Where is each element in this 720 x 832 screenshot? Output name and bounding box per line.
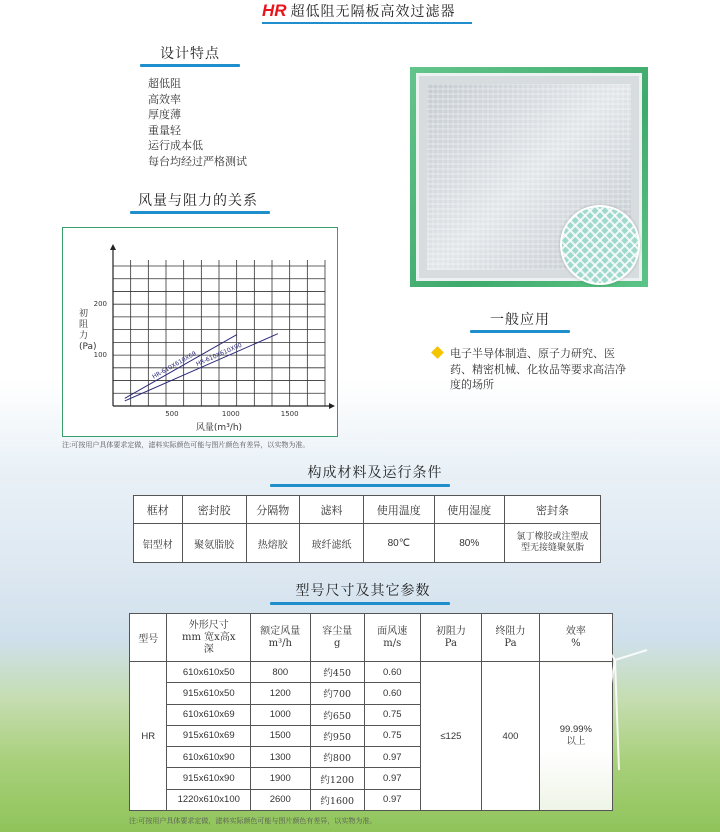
features-list (148, 76, 247, 169)
applications-underline (470, 330, 570, 333)
table-cell: 约450 (310, 662, 364, 683)
feature-item: 超低阻 (148, 77, 181, 90)
table-row (134, 496, 601, 524)
table-cell: 0.97 (364, 768, 420, 789)
chart-section-underline (130, 211, 270, 214)
table-cell: 1000 (251, 704, 310, 725)
table-header: 密封胶 (182, 496, 246, 524)
table-cell: 610x610x50 (167, 662, 251, 683)
table-header: 型号 (130, 614, 167, 662)
applications-title: 一般应用 (490, 312, 550, 328)
y-tick-label: 200 (93, 300, 107, 309)
table-header: 终阻力 Pa (482, 614, 540, 662)
table-cell: 915x610x50 (167, 683, 251, 704)
table-header: 密封条 (505, 496, 601, 524)
x-axis-label: 风量(m³/h) (195, 423, 243, 433)
table-cell: 约800 (310, 747, 364, 768)
table-cell: 0.75 (364, 725, 420, 746)
table-cell: 610x610x69 (167, 704, 251, 725)
page-title: 超低阻无隔板高效过滤器 (290, 4, 456, 20)
y-axis-label: 阻 (79, 320, 89, 330)
x-tick-label: 1500 (280, 410, 299, 418)
table-cell: 915x610x69 (167, 725, 251, 746)
specs-table (129, 613, 613, 811)
series-label: HR-610X610X90 (195, 341, 244, 368)
table-cell: 约650 (310, 704, 364, 725)
table-cell: 约1600 (310, 789, 364, 810)
chart-note: 注:可按用户具体要求定做，滤料实际颜色可能与图片颜色有差异，以实物为准。 (62, 441, 310, 449)
chart-box (62, 227, 338, 437)
table-header: 滤料 (299, 496, 363, 524)
wind-turbine-icon (595, 630, 647, 770)
table-header: 额定风量 m³/h (251, 614, 310, 662)
chart-svg (63, 228, 339, 438)
chart-axes (94, 244, 335, 418)
table-cell: 80℃ (364, 524, 434, 563)
y-tick-label: 100 (93, 351, 107, 360)
table-header: 效率 % (539, 614, 612, 662)
table-cell: 约1200 (310, 768, 364, 789)
table-cell: 玻纤滤纸 (299, 524, 363, 563)
media-closeup (560, 205, 640, 285)
table-cell: 1220x610x100 (167, 789, 251, 810)
specs-underline (270, 602, 450, 605)
table-cell: 约700 (310, 683, 364, 704)
x-axis-arrow-icon (329, 403, 335, 409)
table-row (130, 614, 613, 662)
specs-title: 型号尺寸及其它参数 (295, 583, 431, 599)
table-cell: 1200 (251, 683, 310, 704)
table-cell: 915x610x90 (167, 768, 251, 789)
materials-title: 构成材料及运行条件 (307, 465, 443, 481)
table-cell: 0.60 (364, 662, 420, 683)
diamond-bullet-icon (431, 346, 444, 359)
y-axis-arrow-icon (110, 244, 116, 250)
materials-table (133, 495, 601, 563)
brand-logo: HR (262, 1, 287, 20)
table-header: 使用温度 (364, 496, 434, 524)
table-header: 面风速 m/s (364, 614, 420, 662)
table-header: 外形尺寸 mm 宽x高x深 (167, 614, 251, 662)
table-cell: 2600 (251, 789, 310, 810)
table-cell: 80% (434, 524, 504, 563)
table-row (134, 524, 601, 563)
y-axis-label: 初 (79, 309, 89, 319)
table-cell: 1300 (251, 747, 310, 768)
table-cell: 610x610x90 (167, 747, 251, 768)
table-header: 容尘量 g (310, 614, 364, 662)
page-header (262, 0, 502, 22)
table-cell: 约950 (310, 725, 364, 746)
table-cell: 0.60 (364, 683, 420, 704)
x-tick-label: 500 (165, 410, 179, 418)
table-cell: 聚氨脂胶 (182, 524, 246, 563)
chart-section-title: 风量与阻力的关系 (138, 193, 258, 209)
table-cell: 1500 (251, 725, 310, 746)
materials-underline (270, 484, 450, 487)
feature-item: 高效率 (148, 92, 181, 106)
x-tick-label: 1000 (221, 410, 240, 418)
series-label: HR-610X610X69 (151, 350, 198, 381)
table-cell: 1900 (251, 768, 310, 789)
table-cell-final-resistance: 400 (482, 662, 540, 811)
feature-item: 运行成本低 (148, 139, 203, 152)
y-axis-label: (Pa) (79, 342, 97, 352)
table-cell: 氯丁橡胶或注塑成型无接缝聚氨脂 (505, 524, 601, 563)
table-header: 框材 (134, 496, 183, 524)
table-cell: 热熔胶 (246, 524, 299, 563)
table-cell: 0.75 (364, 704, 420, 725)
table-header: 初阻力 Pa (420, 614, 482, 662)
bottom-note: 注:可按用户具体要求定做，滤料实际颜色可能与图片颜色有差异，以实物为准。 (129, 817, 377, 825)
feature-item: 厚度薄 (148, 108, 181, 121)
table-cell-model: HR (130, 662, 167, 811)
applications-text: 电子半导体制造、原子力研究、医药、精密机械、化妆品等要求高洁净度的场所 (450, 347, 626, 391)
table-row (130, 662, 613, 683)
y-axis-label: 力 (79, 331, 89, 341)
features-title: 设计特点 (160, 46, 220, 62)
table-cell: 800 (251, 662, 310, 683)
wind-turbine-illustration (585, 620, 655, 770)
chart-grid (113, 260, 325, 406)
series-line (125, 335, 237, 399)
header-underline (262, 22, 472, 24)
table-header: 分隔物 (246, 496, 299, 524)
feature-item: 每台均经过严格测试 (148, 154, 247, 168)
table-cell: 铝型材 (134, 524, 183, 563)
table-cell: 0.97 (364, 747, 420, 768)
table-cell-efficiency: 99.99% 以上 (539, 662, 612, 811)
table-cell: 0.97 (364, 789, 420, 810)
feature-item: 重量轻 (148, 123, 181, 137)
table-cell-initial-resistance: ≤125 (420, 662, 482, 811)
features-underline (140, 64, 240, 67)
table-header: 使用湿度 (434, 496, 504, 524)
